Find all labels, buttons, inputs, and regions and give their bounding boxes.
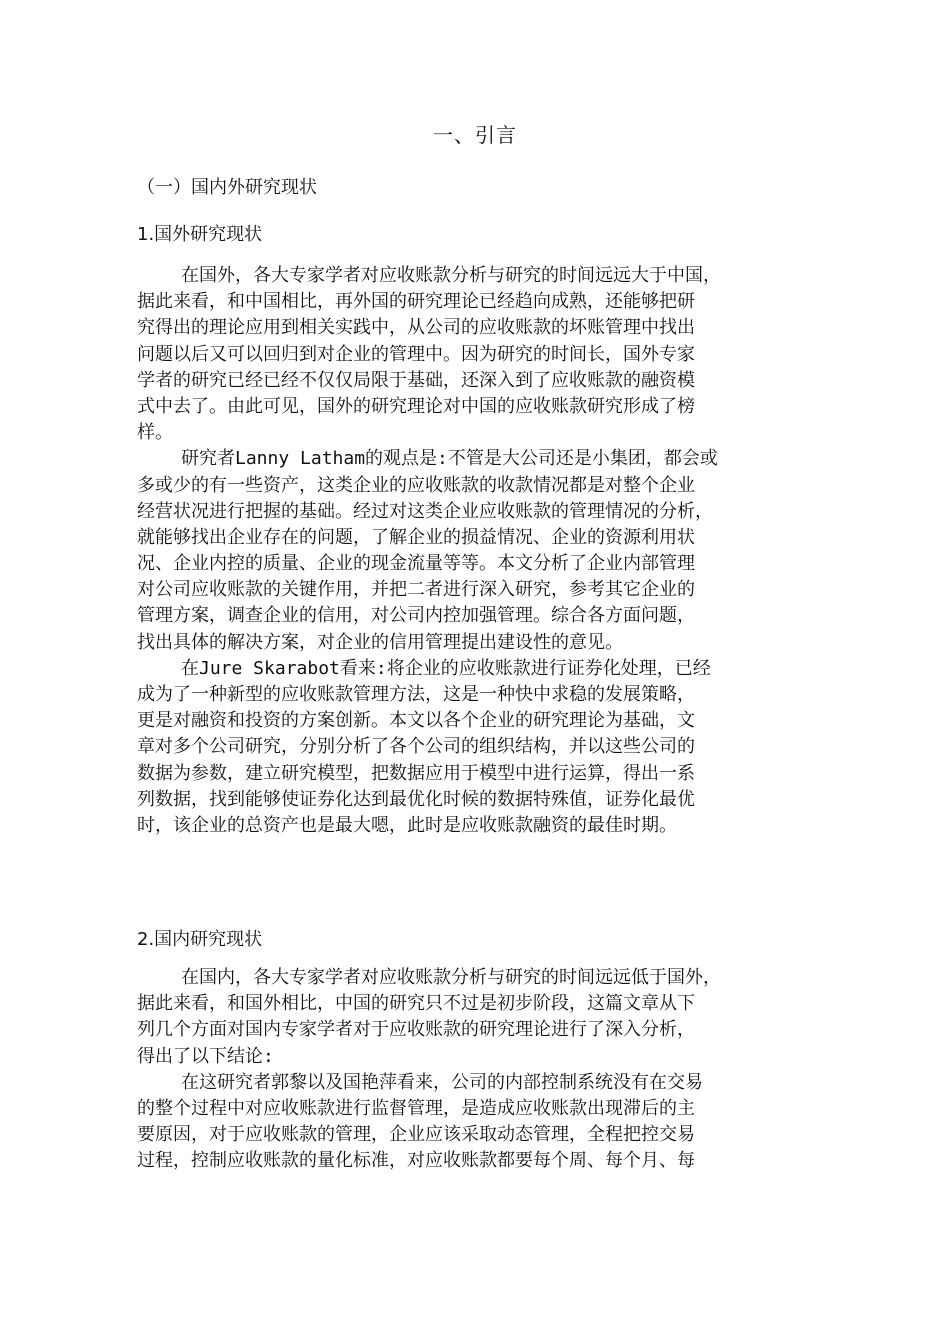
topic-heading-domestic-research: 2.国内研究现状 (137, 929, 263, 950)
text-line: 更是对融资和投资的方案创新。本文以各个企业的研究理论为基础，文 (137, 710, 695, 732)
text-line: 在国外，各大专家学者对应收账款分析与研究的时间远远大于中国， (181, 265, 721, 286)
text-line: 据此来看，和国外相比，中国的研究只不过是初步阶段，这篇文章从下 (137, 993, 695, 1015)
text-line: 的整个过程中对应收账款进行监督管理，是造成应收账款出现滞后的主 (137, 1097, 695, 1119)
text-line: 究得出的理论应用到相关实践中，从公司的应收账款的坏账管理中找出 (137, 317, 695, 339)
text-line: 多或少的有一些资产，这类企业的应收账款的收款情况都是对整个企业 (137, 474, 695, 496)
text-line: 章对多个公司研究，分别分析了各个公司的组织结构，并以这些公司的 (137, 736, 695, 758)
text-line: 问题以后又可以回归到对企业的管理中。因为研究的时间长，国外专家 (137, 343, 695, 365)
subsection-heading-1: （一）国内外研究现状 (137, 177, 317, 198)
text-line: 列数据，找到能够使证券化达到最优化时候的数据特殊值，证券化最优 (137, 788, 695, 810)
text-line: 况、企业内控的质量、企业的现金流量等等。本文分析了企业内部管理 (137, 553, 695, 575)
text-line: 列几个方面对国内专家学者对于应收账款的研究理论进行了深入分析， (137, 1019, 695, 1041)
text-line: 在这研究者郭黎以及国艳萍看来，公司的内部控制系统没有在交易 (181, 1071, 703, 1093)
text-line: 数据为参数，建立研究模型，把数据应用于模型中进行运算，得出一系 (137, 762, 695, 784)
text-line: 对公司应收账款的关键作用，并把二者进行深入研究，参考其它企业的 (137, 579, 695, 601)
text-line: 样。 (137, 422, 173, 444)
text-line: 就能够找出企业存在的问题，了解企业的损益情况、企业的资源利用状 (137, 526, 695, 548)
text-line: 在国内，各大专家学者对应收账款分析与研究的时间远远低于国外， (181, 967, 721, 988)
domestic-research-text (137, 965, 837, 1175)
text-line: 过程，控制应收账款的量化标准，对应收账款都要每个周、每个月、每 (137, 1150, 695, 1172)
text-line: 时，该企业的总资产也是最大嗯，此时是应收账款融资的最佳时期。 (137, 814, 677, 836)
page-title: 一、引言 (433, 123, 517, 147)
text-line: 经营状况进行把握的基础。经过对这类企业应收账款的管理情况的分析， (137, 500, 713, 522)
text-line: 要原因，对于应收账款的管理，企业应该采取动态管理，全程把控交易 (137, 1124, 695, 1146)
text-line: 找出具体的解决方案，对企业的信用管理提出建设性的意见。 (137, 631, 623, 653)
text-line: 据此来看，和中国相比，再外国的研究理论已经趋向成熟，还能够把研 (137, 291, 695, 313)
text-line: 成为了一种新型的应收账款管理方法，这是一种快中求稳的发展策略， (137, 684, 695, 705)
text-line: 在Jure Skarabot看来:将企业的应收账款进行证券化处理，已经 (181, 657, 711, 679)
foreign-research-text (137, 263, 837, 839)
topic-heading-foreign-research: 1.国外研究现状 (137, 224, 263, 245)
text-line: 学者的研究已经已经不仅仅局限于基础，还深入到了应收账款的融资模 (137, 369, 695, 391)
text-line: 管理方案，调查企业的信用，对公司内控加强管理。综合各方面问题， (137, 605, 695, 627)
text-line: 式中去了。由此可见，国外的研究理论对中国的应收账款研究形成了榜 (137, 395, 695, 417)
text-line: 研究者Lanny Latham的观点是:不管是大公司还是小集团，都会或 (181, 448, 718, 470)
text-line: 得出了以下结论: (137, 1045, 274, 1067)
